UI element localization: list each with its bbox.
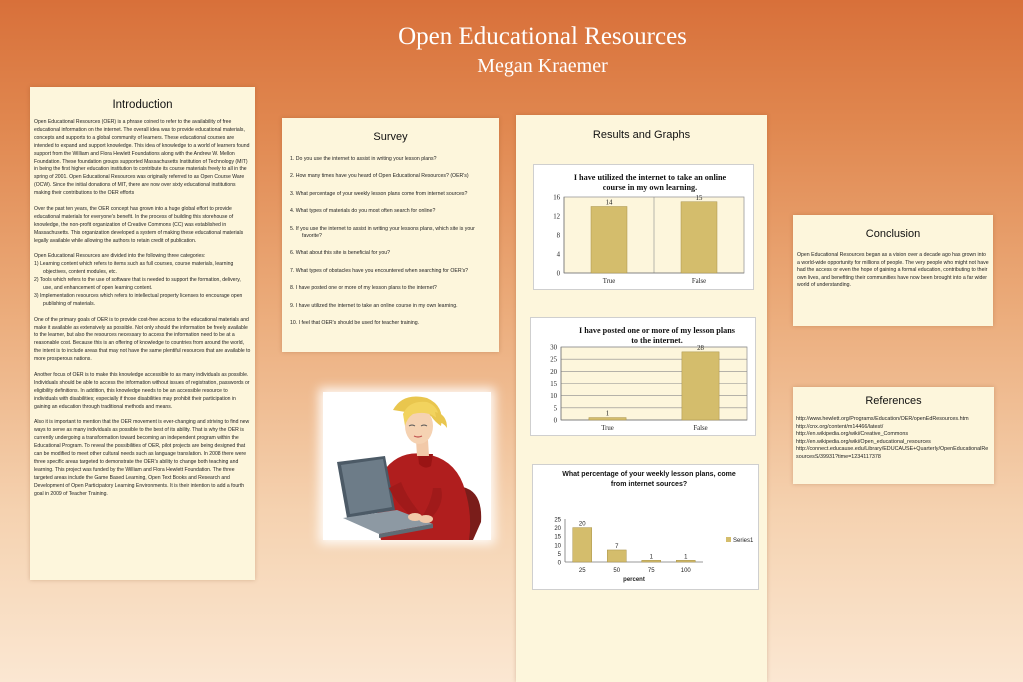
survey-question: 2. How many times have you heard of Open Educational Resources? (OER's) [290,173,469,180]
chart-title: I have utilized the internet to take an online [573,173,727,182]
poster-header [0,22,1023,78]
reference-link[interactable]: http://en.wikipedia.org/wiki/Creative_Commons [796,431,909,438]
x-tick-label: 50 [613,568,621,574]
y-tick-label: 20 [550,368,557,376]
x-tick-label: True [601,425,614,432]
chart-weekly-percentage [532,464,759,590]
intro-list-item: 1) Learning content which refers to items such as full courses, course materials, learning objectives, content modules, etc. [34,261,234,276]
chart-title: course in my own learning. [602,183,698,192]
y-tick-label: 25 [554,517,561,524]
y-tick-label: 5 [557,551,561,558]
y-tick-label: 12 [553,213,560,221]
y-tick-label: 0 [553,417,557,425]
survey-question-list [290,156,491,327]
y-tick-label: 5 [553,405,557,413]
survey-question: 3. What percentage of your weekly lesson plans come from internet sources? [290,190,468,197]
introduction-body [34,119,251,498]
x-axis-title: percent [623,577,645,583]
woman-at-laptop-illustration [323,392,491,540]
legend-label: Series1 [733,538,754,544]
references-list [796,416,990,462]
chart-title: I have posted one or more of my lesson plans [579,326,735,335]
bar [589,418,626,420]
chart-posted-lesson-plans-svg [531,318,755,435]
data-label: 15 [695,194,703,202]
reference-link[interactable]: http://connect.educause.edu/Library/EDUCAUSE+Quarterly/OpenEducationalResourcesS/39931?time=1234117378 [796,446,989,460]
y-tick-label: 30 [550,344,557,352]
data-label: 1 [649,554,653,561]
references-panel [793,387,994,484]
y-tick-label: 20 [554,526,561,533]
y-tick-label: 16 [553,194,560,202]
intro-paragraph: One of the primary goals of OER is to provide cost-free access to the educational materials and make it available as extensively as possible. Not only should the information be freely available to the learner, but also the resources necessary to access the information need to be at a reasonable cost. Because this is an offering of knowledge to countries from around the world, the intent is to include areas that may not have the same plentiful resources that are available to more prosperous nations. [34,316,251,363]
intro-paragraph: Another focus of OER is to make this knowledge accessible to as many individuals as possible. Individuals should be able to access the information without issues of registration, passwords or eligibility definitions. In addition, this knowledge needs to be an accessible resource to individuals with disabilities; especially if those disabilities may prohibit their participation in gaining an education through traditional methods and means. [34,371,250,410]
legend-swatch [726,537,731,542]
poster-author: Megan Kraemer [477,55,608,77]
intro-paragraph: Open Educational Resources are divided into the following three categories: [34,253,206,260]
reference-link[interactable]: http://www.hewlett.org/Programs/Education/OER/openEdResources.htm [796,416,969,422]
chart-title: What percentage of your weekly lesson plans, come [562,471,736,478]
conclusion-text: Open Educational Resources began as a vision over a decade ago has grown into a world-wide opportunity for millions of people. The very people who might not have had the access or even the hope of gaining a formal education, contributing to their own lives, and benefiting their communities have now been brought into a far wider world of understanding. [797,252,989,289]
survey-question: 4. What types of materials do you most often search for online? [290,208,436,215]
x-tick-label: 100 [680,568,691,574]
data-label: 20 [578,521,586,528]
chart-online-course [533,164,754,290]
survey-heading: Survey [373,131,408,143]
introduction-panel [30,87,255,580]
survey-question: 10. I feel that OER's should be used for teacher training. [290,320,420,327]
chart-online-course-svg [534,165,753,289]
poster-title: Open Educational Resources [398,23,687,50]
results-heading: Results and Graphs [592,129,691,141]
bar [642,560,661,562]
introduction-heading: Introduction [112,99,173,111]
reference-link[interactable]: http://cnx.org/content/m14466/latest/ [796,423,884,430]
y-tick-label: 10 [554,543,561,550]
y-tick-label: 4 [556,251,560,259]
chart-title: from internet sources? [610,481,688,488]
x-tick-label: True [602,278,616,285]
bar [681,202,717,273]
intro-list-item: 2) Tools which refers to the use of software that is needed to support the formation, delivery, use, and enhancement of open learning content. [34,277,241,291]
y-tick-label: 25 [550,356,557,364]
intro-paragraph: Open Educational Resources (OER) is a phrase coined to refer to the availability of free educational information on the internet. The overall idea was to provide educational materials, concepts and supports to a global community of learners. These educational courses are intended to expand and support knowledge. This idea of knowledge to a world of learners found support from the William and Flora Hewlett Foundations along with the Andrew W. Mellon Foundation. These foundation groups supported Massachusetts Institution of Technology (MIT) in being the first higher education institution to contribute its course materials freely to all in the spring of 2001. Open Educational Resources was originally referred to as Open Course Ware (OCW). Since the initial donations of MIT, there are now over sixty educational institutions making their contributions to the OER efforts [34,119,250,197]
chart-title: to the internet. [631,336,683,345]
bar [573,528,592,562]
intro-paragraph: Over the past ten years, the OER concept has grown into a huge global effort to provide educational materials for everyone's benefit. In the process of building this storehouse of knowledge, the non-profit organization of Creative Commons (CC) was established in Massachusetts. This organization developed a system of making these educational materials legally available while allowing the authors to retain credit of publication. [34,205,244,244]
data-label: 1 [605,410,610,418]
survey-panel [282,118,499,352]
chart-weekly-percentage-svg [533,465,758,589]
y-tick-label: 15 [550,381,557,388]
survey-question: 7. What types of obstacles have you encountered when searching for OER's? [290,267,469,274]
intro-paragraph: Also it is important to mention that the OER movement is ever-changing and striving to find new ways to serve as many individuals as possible to the best of its ability. That is why the OER is currently undergoing a transformation toward becoming an independent program within the Educational Program. To reveal the possibilities of OER, pilot projects are being designed that can be modified to meet other cultural needs such as language translation. In 2008 there were three specific areas targeted to demonstrate the OER's ability to change both teaching and learning. This project was funded by the William and Flora Hewlett Foundation. The three targeted areas include the Game Based Learning, Open Text Books and Research and Development of Open Participatory Learning Environments. It is their intention to add a fourth goal in 2009 of Teacher Training. [34,419,250,497]
conclusion-panel [793,215,993,326]
x-tick-label: False [691,278,707,285]
y-tick-label: 10 [550,393,557,401]
data-label: 7 [615,543,619,550]
x-tick-label: False [693,425,708,432]
bar [607,550,626,562]
survey-question: 1. Do you use the internet to assist in writing your lesson plans? [290,156,437,162]
data-label: 14 [605,199,613,207]
x-tick-label: 25 [578,568,586,574]
y-tick-label: 0 [557,560,561,567]
survey-question: 5. If you use the internet to assist in writing your lessons plans, which site is your favorite? [290,225,475,240]
conclusion-heading: Conclusion [865,228,921,240]
bar [682,352,719,420]
references-heading: References [865,395,922,407]
bar [591,207,627,274]
y-tick-label: 15 [554,534,561,541]
y-tick-label: 8 [556,232,560,240]
survey-question: 8. I have posted one or more of my lesson plans to the internet? [290,285,437,292]
survey-question: 6. What about this site is beneficial for you? [290,250,391,257]
intro-list-item: 3) Implementation resources which refers to intellectual property licenses to encourage open publishing of materials. [34,292,243,307]
bar [676,560,695,562]
survey-question: 9. I have utilized the internet to take an online course in my own learning. [290,302,458,309]
reference-link[interactable]: http://en.wikipedia.org/wiki/Open_educational_resources [796,438,931,445]
data-label: 28 [697,344,704,352]
y-tick-label: 0 [556,270,560,278]
x-tick-label: 75 [647,568,655,574]
woman-at-laptop-icon [323,392,491,540]
data-label: 1 [684,554,688,561]
chart-posted-lesson-plans [530,317,756,436]
